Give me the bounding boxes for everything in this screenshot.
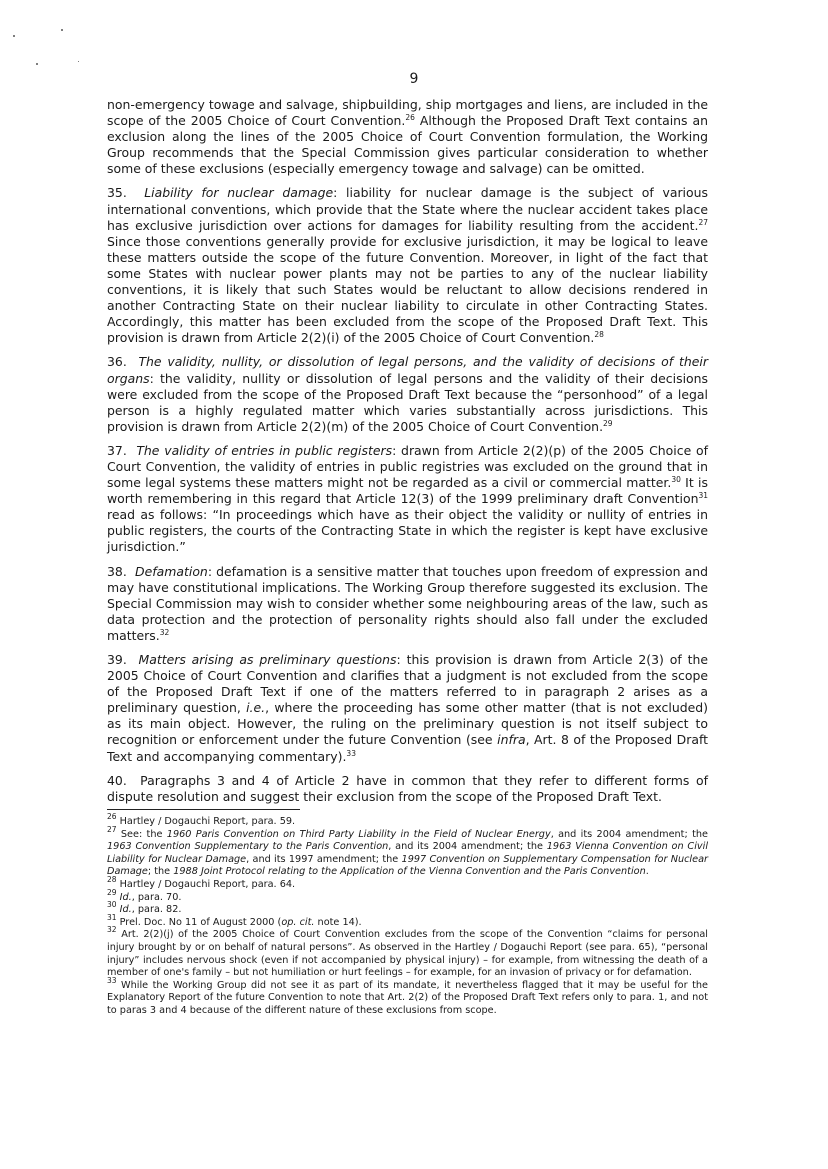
text-run: : this provision is drawn from Article 2(3) of the 2005 Choice of Court Convention and clarifies that a judgment is not excluded from the scope of the Proposed Draft Text if one of the matters referred to in paragraph 2 arises as a preliminary question, xyxy=(107,652,708,716)
paragraph-heading: Liability for nuclear damage xyxy=(144,185,334,201)
italic-term: Id. xyxy=(119,904,132,916)
footnote-31 xyxy=(107,912,708,930)
footnote-text: Hartley / Dogauchi Report, para. 59. xyxy=(116,816,296,827)
footnote-ref[interactable]: 27 xyxy=(698,217,708,227)
footnote-ref[interactable]: 26 xyxy=(405,113,415,123)
footnote-number: 27 xyxy=(107,824,117,834)
footnote-number: 32 xyxy=(107,925,117,935)
italic-term: op. cit. xyxy=(281,916,315,928)
text-run: Although the Proposed Draft Text contains an exclusion along the lines of the 2005 Choice of Court Convention formulation, the Working Group recommends that the Special Commission gives particular consideration to whether some of these exclusions (especially emergency towage and salvage) can be omitted. xyxy=(107,113,708,177)
footnote-33 xyxy=(107,975,708,1018)
paragraph-number: 38. xyxy=(107,563,127,579)
footnote-ref[interactable]: 32 xyxy=(159,627,170,637)
paragraph-heading: Matters arising as preliminary questions xyxy=(138,652,397,667)
paragraph-number: 35. xyxy=(107,185,127,201)
scan-speck xyxy=(13,35,15,37)
italic-title: 1960 Paris Convention on Third Party Liability in the Field of Nuclear Energy xyxy=(166,828,551,840)
italic-title: 1988 Joint Protocol relating to the Application of the Vienna Convention and the Paris Convention xyxy=(173,866,646,878)
scan-speck xyxy=(78,61,79,62)
text-run: read as follows: “In proceedings which have as their object the validity or nullity of entries in public registers, the courts of the Contracting State in which the register is kept have exclusive jurisdiction.” xyxy=(107,507,708,555)
footnote-28 xyxy=(107,874,708,892)
footnote-ref[interactable]: 33 xyxy=(346,748,356,758)
footnote-ref[interactable]: 29 xyxy=(603,418,613,428)
paragraph-40 xyxy=(107,773,708,805)
scan-speck xyxy=(61,29,63,31)
footnote-number: 29 xyxy=(107,887,117,897)
footnote-29 xyxy=(107,887,708,905)
footnotes xyxy=(107,812,709,1018)
page-number: 9 xyxy=(409,71,419,87)
footnote-text: See: the xyxy=(116,828,167,840)
footnote-text: Art. 2(2)(j) of the 2005 Choice of Court Convention excludes from the scope of the Convention “claims for personal injury brought by or on behalf of natural persons”. As observed in the Hartley / Dogauchi Report (see para. 65), “personal injury” includes nervous shock (even if not accompanied by physical injury) – for example, from witnessing the death of a member of one's family – but not humiliation or hurt feelings – for example, for an invasion of privacy or for defamation. xyxy=(107,929,708,979)
footnote-number: 30 xyxy=(107,900,117,910)
paragraph-heading: Defamation xyxy=(135,563,208,579)
footnote-number: 26 xyxy=(107,812,117,821)
italic-title: 1997 Convention on Supplementary Compensation for Nuclear Damage xyxy=(107,853,709,878)
footnote-32 xyxy=(107,925,708,979)
footnote-text: . xyxy=(645,866,649,878)
footnote-text: , and its 2004 amendment; the xyxy=(388,841,547,853)
footnote-text: , and its 2004 amendment; the xyxy=(550,828,708,840)
paragraph-36 xyxy=(107,354,708,434)
footnote-26 xyxy=(107,812,708,829)
paragraph-heading: The validity of entries in public registers xyxy=(136,442,393,458)
text-run: Paragraphs 3 and 4 of Article 2 have in common that they refer to different forms of dispute resolution and suggest their exclusion from the scope of the Proposed Draft Text. xyxy=(107,772,708,804)
footnote-text: note 14). xyxy=(314,916,362,928)
footnote-text: Prel. Doc. No 11 of August 2000 ( xyxy=(116,916,282,928)
text-run: : drawn from Article 2(2)(p) of the 2005 Choice of Court Convention, the validity of entries in public registries was excluded on the ground that in some legal systems these matters might not be regarded as a civil or commercial matter. xyxy=(107,442,708,491)
text-run: , where the proceeding has some other matter (that is not excluded) as its main object. However, the ruling on the preliminary question is not itself subject to recognition or enforcement under the future Convention (see xyxy=(107,700,708,748)
footnote-number: 28 xyxy=(107,874,117,884)
footnote-27 xyxy=(107,824,709,879)
footnote-ref[interactable]: 30 xyxy=(671,475,681,485)
text-run: : defamation is a sensitive matter that touches upon freedom of expression and may have constitutional implications. The Working Group therefore suggested its exclusion. The Special Commission may wish to consider whether some neighbouring areas of the law, such as data protection and the protection of personality rights should also fall under the excluded matters. xyxy=(107,563,708,643)
footnote-number: 33 xyxy=(107,975,117,985)
italic-title: 1963 Vienna Convention on Civil Liability for Nuclear Damage xyxy=(107,841,709,865)
footnote-30 xyxy=(107,900,708,917)
paragraph-number: 36. xyxy=(107,354,127,370)
footnote-ref[interactable]: 28 xyxy=(594,330,604,340)
footnote-ref[interactable]: 31 xyxy=(698,491,708,501)
scan-speck xyxy=(36,63,38,65)
paragraph-continued xyxy=(107,97,708,177)
footnote-separator xyxy=(107,809,300,810)
footnote-text: Hartley / Dogauchi Report, para. 64. xyxy=(116,878,296,890)
footnote-text: , para. 70. xyxy=(131,891,182,903)
footnote-number: 31 xyxy=(107,912,117,922)
paragraph-number: 37. xyxy=(107,442,127,458)
paragraph-number: 40. xyxy=(107,772,127,788)
italic-term: i.e. xyxy=(246,700,266,716)
footnote-text: While the Working Group did not see it as part of its mandate, it nevertheless flagged that it may be useful for the Explanatory Report of the future Convention to note that Art. 2(2) of the Proposed Draft Text refers only to para. 1, and not to paras 3 and 4 because of the different nature of these exclusions from scope. xyxy=(107,979,708,1016)
footnote-text: , para. 82. xyxy=(131,904,182,916)
text-run: non-emergency towage and salvage, shipbuilding, ship mortgages and liens, are included in the scope of the 2005 Choice of Court Convention. xyxy=(107,97,708,129)
text-run: : the validity, nullity or dissolution of legal persons and the validity of their decisions were excluded from the scope of the Proposed Draft Text because the “personhood” of a legal person is a highly regulated matter which varies substantially across jurisdictions. This provision is drawn from Article 2(2)(m) of the 2005 Choice of Court Convention. xyxy=(107,370,708,434)
italic-term: Id. xyxy=(119,891,132,903)
footnote-text: , and its 1997 amendment; the xyxy=(246,853,402,865)
text-run: , Art. 8 of the Proposed Draft Text and accompanying commentary). xyxy=(107,732,708,764)
text-run: : liability for nuclear damage is the subject of various international conventions, which provide that the State where the nuclear accident takes place has exclusive jurisdiction over actions for damages for liability resulting from the accident. xyxy=(107,185,708,233)
text-run: It is worth remembering in this regard that Article 12(3) of the 1999 preliminary draft Convention xyxy=(107,475,708,507)
paragraph-38 xyxy=(107,564,708,644)
paragraph-37 xyxy=(107,443,708,556)
paragraph-39 xyxy=(107,652,708,765)
italic-term: infra xyxy=(497,732,526,748)
footnote-text: ; the xyxy=(147,866,174,878)
italic-title: 1963 Convention Supplementary to the Paris Convention xyxy=(107,841,389,853)
paragraph-heading: The validity, nullity, or dissolution of legal persons, and the validity of decisions of their organs xyxy=(107,354,708,386)
text-run: Since those conventions generally provide for exclusive jurisdiction, it may be logical to leave these matters outside the scope of the future Convention. Moreover, in light of the fact that some States with nuclear power plants may not be parties to any of the nuclear liability conventions, it is likely that such States would be reluctant to allow decisions rendered in another Contracting State on their nuclear liability to circulate in other Contracting States. Accordingly, this matter has been excluded from the scope of the Proposed Draft Text. This provision is drawn from Article 2(2)(i) of the 2005 Choice of Court Convention. xyxy=(107,233,708,346)
body-text xyxy=(107,97,708,813)
paragraph-number: 39. xyxy=(107,652,127,667)
paragraph-35 xyxy=(107,185,708,346)
